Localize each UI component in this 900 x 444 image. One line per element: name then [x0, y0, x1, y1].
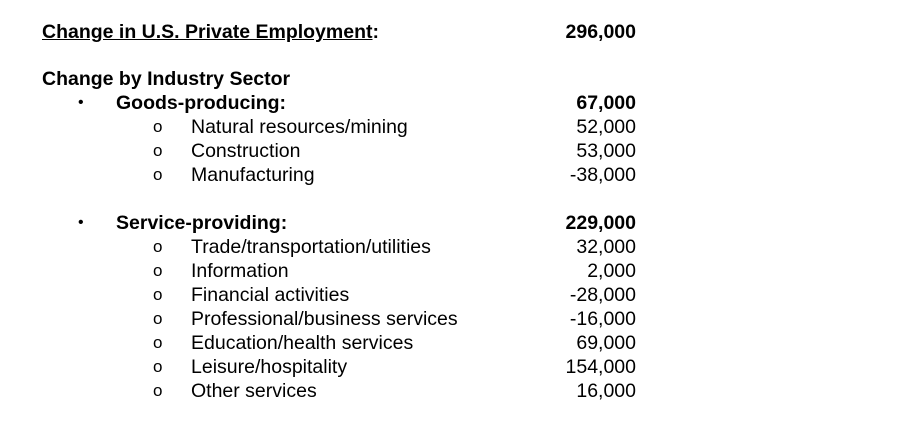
- circle-bullet-icon: o: [153, 285, 163, 304]
- sector-value: 229,000: [565, 212, 636, 234]
- item-value: 52,000: [576, 116, 636, 138]
- item-value: 32,000: [576, 236, 636, 258]
- sector-value: 67,000: [576, 92, 636, 114]
- item-label: Professional/business services: [191, 308, 458, 330]
- item-value: 53,000: [576, 140, 636, 162]
- circle-bullet-icon: o: [153, 165, 163, 184]
- item-value: -16,000: [569, 308, 636, 330]
- circle-bullet-icon: o: [153, 237, 163, 256]
- item-label: Education/health services: [191, 332, 414, 354]
- list-item: [0, 139, 900, 163]
- headline-title: Change in U.S. Private Employment: [42, 21, 373, 43]
- headline-colon: :: [372, 21, 379, 43]
- item-label: Leisure/hospitality: [191, 356, 348, 378]
- circle-bullet-icon: o: [153, 117, 163, 136]
- list-item: [0, 283, 900, 307]
- circle-bullet-icon: o: [153, 381, 163, 400]
- item-value: 69,000: [576, 332, 636, 354]
- list-item: [0, 163, 900, 187]
- circle-bullet-icon: o: [153, 261, 163, 280]
- item-value: 2,000: [587, 260, 636, 282]
- headline-row: [0, 20, 900, 44]
- sector-row-services: [0, 211, 900, 235]
- list-item: [0, 259, 900, 283]
- list-item: [0, 355, 900, 379]
- item-label: Financial activities: [191, 284, 350, 306]
- item-value: -38,000: [569, 164, 636, 186]
- list-item: [0, 331, 900, 355]
- item-label: Construction: [191, 140, 301, 162]
- headline: [42, 20, 379, 44]
- list-item: [0, 379, 900, 403]
- section-title-row: [0, 67, 900, 91]
- sector-label: Service-providing:: [116, 212, 288, 234]
- item-value: 154,000: [565, 356, 636, 378]
- circle-bullet-icon: o: [153, 357, 163, 376]
- sector-row-goods: [0, 91, 900, 115]
- list-item: [0, 307, 900, 331]
- item-label: Trade/transportation/utilities: [191, 236, 431, 258]
- sector-label: Goods-producing:: [116, 92, 287, 114]
- section-title: Change by Industry Sector: [42, 68, 291, 90]
- bullet-icon: •: [78, 94, 84, 111]
- item-label: Other services: [191, 380, 317, 402]
- item-value: 16,000: [576, 380, 636, 402]
- circle-bullet-icon: o: [153, 141, 163, 160]
- item-value: -28,000: [569, 284, 636, 306]
- item-label: Natural resources/mining: [191, 116, 408, 138]
- total-change-value: 296,000: [565, 21, 636, 43]
- circle-bullet-icon: o: [153, 309, 163, 328]
- list-item: [0, 115, 900, 139]
- circle-bullet-icon: o: [153, 333, 163, 352]
- item-label: Information: [191, 260, 289, 282]
- item-label: Manufacturing: [191, 164, 315, 186]
- list-item: [0, 235, 900, 259]
- bullet-icon: •: [78, 214, 84, 231]
